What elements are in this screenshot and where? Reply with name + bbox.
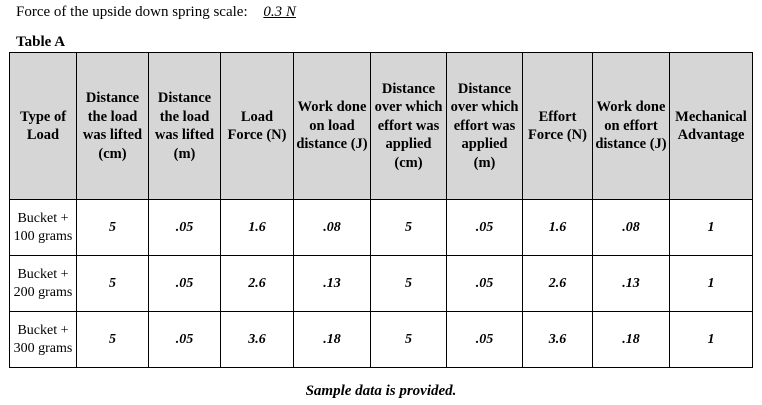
cell-load-distance-cm: 5 <box>77 312 149 368</box>
cell-mechanical-advantage: 1 <box>670 312 753 368</box>
header-work-on-effort: Work done on effort distance (J) <box>593 53 670 200</box>
cell-work-on-load: .18 <box>294 312 371 368</box>
cell-load-type: Bucket + 100 grams <box>10 200 77 256</box>
cell-work-on-effort: .13 <box>593 256 670 312</box>
cell-work-on-effort: .08 <box>593 200 670 256</box>
cell-load-force: 1.6 <box>221 200 294 256</box>
header-effort-force: Effort Force (N) <box>523 53 593 200</box>
spring-scale-force-value: 0.3 N <box>263 4 296 20</box>
cell-load-distance-cm: 5 <box>77 200 149 256</box>
cell-load-distance-cm: 5 <box>77 256 149 312</box>
table-row <box>10 256 753 312</box>
cell-load-distance-m: .05 <box>149 312 221 368</box>
cell-mechanical-advantage: 1 <box>670 256 753 312</box>
table-title: Table A <box>16 34 66 50</box>
header-effort-distance-m: Distance over which effort was applied (m) <box>447 53 523 200</box>
spring-scale-force-label: Force of the upside down spring scale: <box>16 4 248 20</box>
cell-load-distance-m: .05 <box>149 256 221 312</box>
cell-effort-force: 2.6 <box>523 256 593 312</box>
header-type-of-load: Type of Load <box>10 53 77 200</box>
header-effort-distance-cm: Distance over which effort was applied (cm) <box>371 53 447 200</box>
spring-scale-force-line <box>16 4 300 21</box>
header-load-force: Load Force (N) <box>221 53 294 200</box>
sample-data-caption: Sample data is provided. <box>305 383 457 399</box>
cell-load-force: 2.6 <box>221 256 294 312</box>
cell-load-force: 3.6 <box>221 312 294 368</box>
cell-work-on-effort: .18 <box>593 312 670 368</box>
table-row <box>10 200 753 256</box>
cell-effort-distance-cm: 5 <box>371 200 447 256</box>
header-work-on-load: Work done on load distance (J) <box>294 53 371 200</box>
cell-effort-distance-m: .05 <box>447 256 523 312</box>
data-table <box>9 52 753 368</box>
header-mechanical-advantage: Mechanical Advantage <box>670 53 753 200</box>
cell-load-distance-m: .05 <box>149 200 221 256</box>
cell-load-type: Bucket + 300 grams <box>10 312 77 368</box>
cell-work-on-load: .13 <box>294 256 371 312</box>
cell-work-on-load: .08 <box>294 200 371 256</box>
cell-effort-distance-cm: 5 <box>371 256 447 312</box>
table-row <box>10 312 753 368</box>
cell-effort-distance-m: .05 <box>447 312 523 368</box>
cell-effort-force: 3.6 <box>523 312 593 368</box>
header-load-distance-m: Distance the load was lifted (m) <box>149 53 221 200</box>
cell-effort-force: 1.6 <box>523 200 593 256</box>
table-header-row <box>10 53 753 200</box>
cell-load-type: Bucket + 200 grams <box>10 256 77 312</box>
header-load-distance-cm: Distance the load was lifted (cm) <box>77 53 149 200</box>
cell-mechanical-advantage: 1 <box>670 200 753 256</box>
cell-effort-distance-cm: 5 <box>371 312 447 368</box>
cell-effort-distance-m: .05 <box>447 200 523 256</box>
